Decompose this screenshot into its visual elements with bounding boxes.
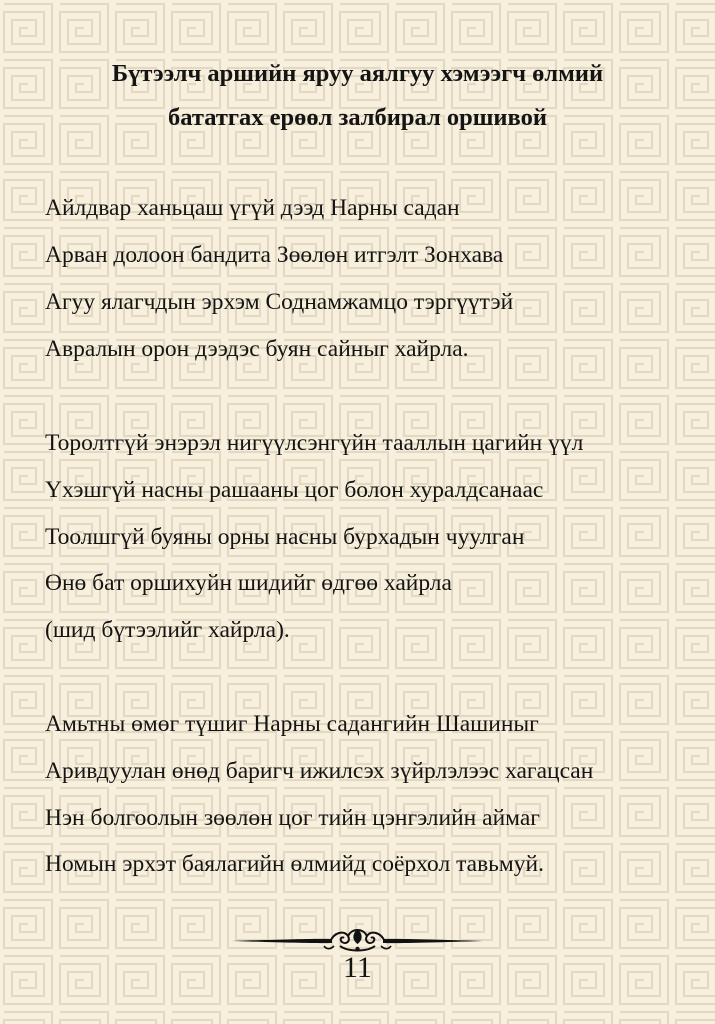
verse-line: Агуу ялагчдын эрхэм Соднамжамцо тэргүүтэй [45, 289, 514, 315]
verse-line: Нэн болгоолын зөөлөн цог тийн цэнгэлийн аймаг [45, 805, 540, 831]
verse-line: Үхэшгүй насны рашааны цог болон хуралдсанаас [45, 477, 544, 503]
verse-line: Авралын орон дээдэс буян сайныг хайрла. [45, 336, 469, 362]
verse-line: Торолтгүй энэрэл нигүүлсэнгүйн тааллын цагийн үүл [45, 430, 584, 456]
title-line-1: Бүтээлч аршийн яруу аялгуу хэмээгч өлмий [111, 60, 604, 87]
verse-line: Амьтны өмөг түшиг Нарны садангийн Шашиныг [45, 711, 539, 737]
verse-line: Аривдуулан өнөд баригч ижилсэх зүйрлэлээс хагацсан [45, 758, 594, 784]
verse-line: Тоолшгүй буяны орны насны бурхадын чуулган [45, 524, 525, 550]
verse-line: Өнө бат оршихуйн шидийг өдгөө хайрла [45, 570, 452, 596]
verse-line: Арван долоон бандита Зөөлөн итгэлт Зонхава [45, 242, 504, 268]
verse-line: Номын эрхэт баялагийн өлмийд соёрхол тавьмуй. [45, 851, 544, 877]
title-line-2: бататгах ерөөл залбирал оршивой [168, 104, 547, 131]
page-number: 11 [343, 951, 372, 984]
verse-line: (шид бүтээлийг хайрла). [45, 617, 290, 643]
verse-line: Айлдвар ханьцаш үгүй дээд Нарны садан [45, 195, 460, 221]
